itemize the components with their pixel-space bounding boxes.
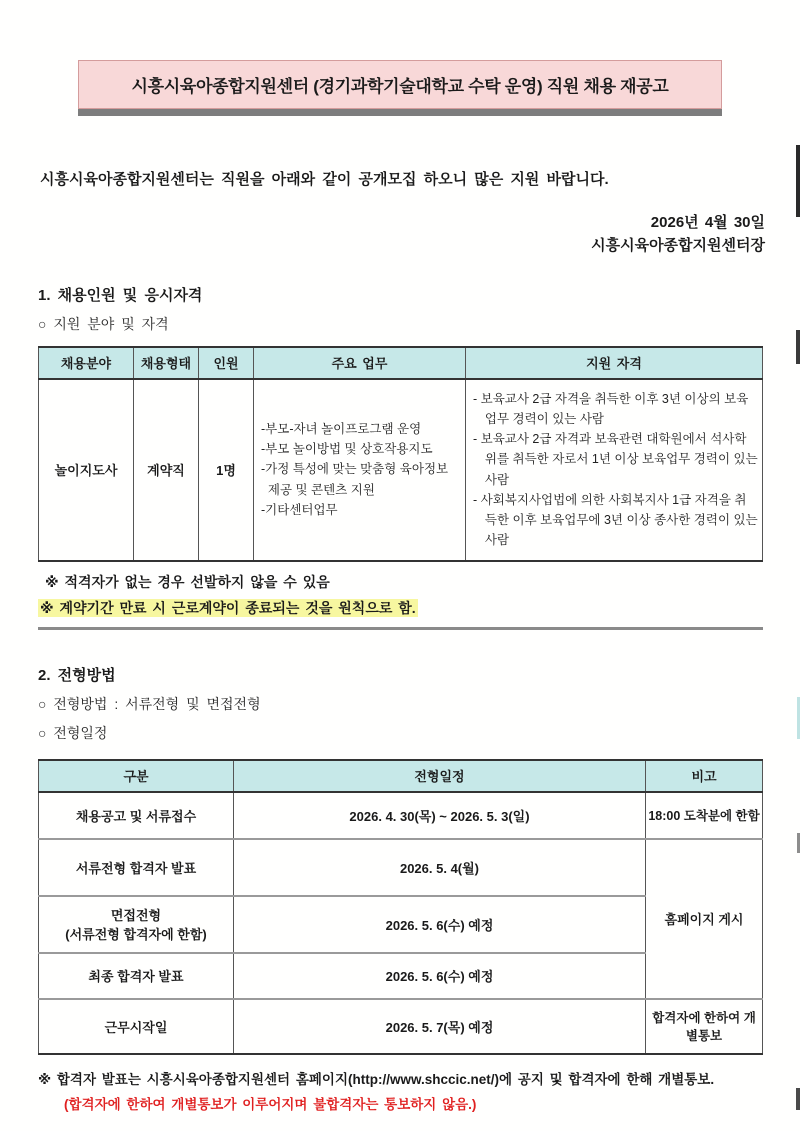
col-header-field: 채용분야 [39, 347, 134, 379]
duty-line: -부모 놀이방법 및 상호작용지도 [261, 442, 433, 457]
section2-bullet-schedule: ○ 전형일정 [38, 724, 108, 741]
col-header-count: 인원 [199, 347, 254, 379]
cell-schedule: 2026. 5. 6(수) 예정 [234, 896, 646, 953]
schedule-table [38, 759, 763, 1055]
interview-label-sub: (서류전형 합격자에 한함) [65, 927, 207, 942]
cell-count: 1명 [199, 379, 254, 561]
section1-heading: 1. 채용인원 및 응시자격 [38, 286, 203, 304]
duty-line: -부모-자녀 놀이프로그램 운영 [261, 421, 422, 436]
note-no-selection: ※ 적격자가 없는 경우 선발하지 않을 수 있음 [45, 573, 330, 590]
cell-label: 서류전형 합격자 발표 [39, 839, 234, 896]
footer-red-note: (합격자에 한하여 개별통보가 이루어지며 불합격자는 통보하지 않음.) [64, 1096, 477, 1112]
date-signature-block [0, 211, 765, 258]
col-header-remarks: 비고 [646, 760, 763, 792]
schedule-row-work-start [39, 999, 763, 1054]
interview-label: 면접전형 [110, 908, 162, 923]
qualification-line: - 보육교사 2급 자격과 보육관련 대학원에서 석사학위를 취득한 자로서 1년 이상 보육업무 경력이 있는 사람 [473, 432, 758, 487]
banner-shadow-bar [78, 109, 722, 116]
schedule-row-document-result [39, 839, 763, 896]
schedule-table-header-row [39, 760, 763, 792]
cell-label: 근무시작일 [39, 999, 234, 1054]
duty-line: -기타센터업무 [261, 502, 338, 517]
cell-label: 최종 합격자 발표 [39, 953, 234, 999]
cell-schedule: 2026. 5. 4(월) [234, 839, 646, 896]
schedule-row-apply [39, 792, 763, 839]
cell-type: 계약직 [134, 379, 199, 561]
col-header-schedule: 전형일정 [234, 760, 646, 792]
cell-schedule: 2026. 5. 7(목) 예정 [234, 999, 646, 1054]
section2-heading: 2. 전형방법 [38, 666, 116, 684]
footer-announcement: ※ 합격자 발표는 시흥시육아종합지원센터 홈페이지(http://www.shccic.net/)에 공지 및 합격자에 한해 개별통보. [38, 1071, 715, 1087]
cell-label [39, 896, 234, 953]
col-header-duties: 주요 업무 [254, 347, 466, 379]
divider-rule [38, 627, 763, 630]
section2-bullet-method: ○ 전형방법 : 서류전형 및 면접전형 [38, 695, 261, 712]
cell-schedule: 2026. 5. 6(수) 예정 [234, 953, 646, 999]
cell-field: 놀이지도사 [39, 379, 134, 561]
duty-line: -가정 특성에 맞는 맞춤형 육아정보 제공 및 콘텐츠 지원 [261, 462, 449, 497]
notice-date: 2026년 4월 30일 [650, 214, 765, 231]
cell-label: 채용공고 및 서류접수 [39, 792, 234, 839]
document-title: 시흥시육아종합지원센터 (경기과학기술대학교 수탁 운영) 직원 채용 재공고 [78, 60, 722, 109]
scan-artifact [796, 1088, 800, 1110]
col-header-category: 구분 [39, 760, 234, 792]
intro-text: 시흥시육아종합지원센터는 직원을 아래와 같이 공개모집 하오니 많은 지원 바랍니다. [40, 171, 609, 188]
scan-artifact [796, 145, 800, 217]
notice-signer: 시흥시육아종합지원센터장 [591, 237, 765, 255]
col-header-qualifications: 지원 자격 [466, 347, 763, 379]
note-contract-end [38, 598, 800, 618]
qualification-line: - 보육교사 2급 자격을 취득한 이후 3년 이상의 보육업무 경력이 있는 사람 [473, 391, 749, 426]
cell-note: 합격자에 한하여 개별통보 [646, 999, 763, 1054]
recruitment-table-row [39, 379, 763, 561]
highlighted-note: ※ 계약기간 만료 시 근로계약이 종료되는 것을 원칙으로 함. [40, 599, 416, 616]
cell-qualifications [466, 379, 763, 561]
col-header-type: 채용형태 [134, 347, 199, 379]
recruitment-table [38, 346, 763, 562]
scan-artifact [796, 330, 800, 364]
section1-bullet: ○ 지원 분야 및 자격 [38, 315, 169, 332]
cell-duties [254, 379, 466, 561]
title-banner [78, 60, 722, 116]
qualification-line: - 사회복지사업법에 의한 사회복지사 1급 자격을 취득한 이후 보육업무에 3년 이상 종사한 경력이 있는 사람 [473, 492, 758, 548]
cell-schedule: 2026. 4. 30(목) ~ 2026. 5. 3(일) [234, 792, 646, 839]
cell-note: 18:00 도착분에 한함 [646, 792, 763, 839]
recruitment-table-header-row [39, 347, 763, 379]
cell-note-merged: 홈페이지 게시 [646, 839, 763, 999]
